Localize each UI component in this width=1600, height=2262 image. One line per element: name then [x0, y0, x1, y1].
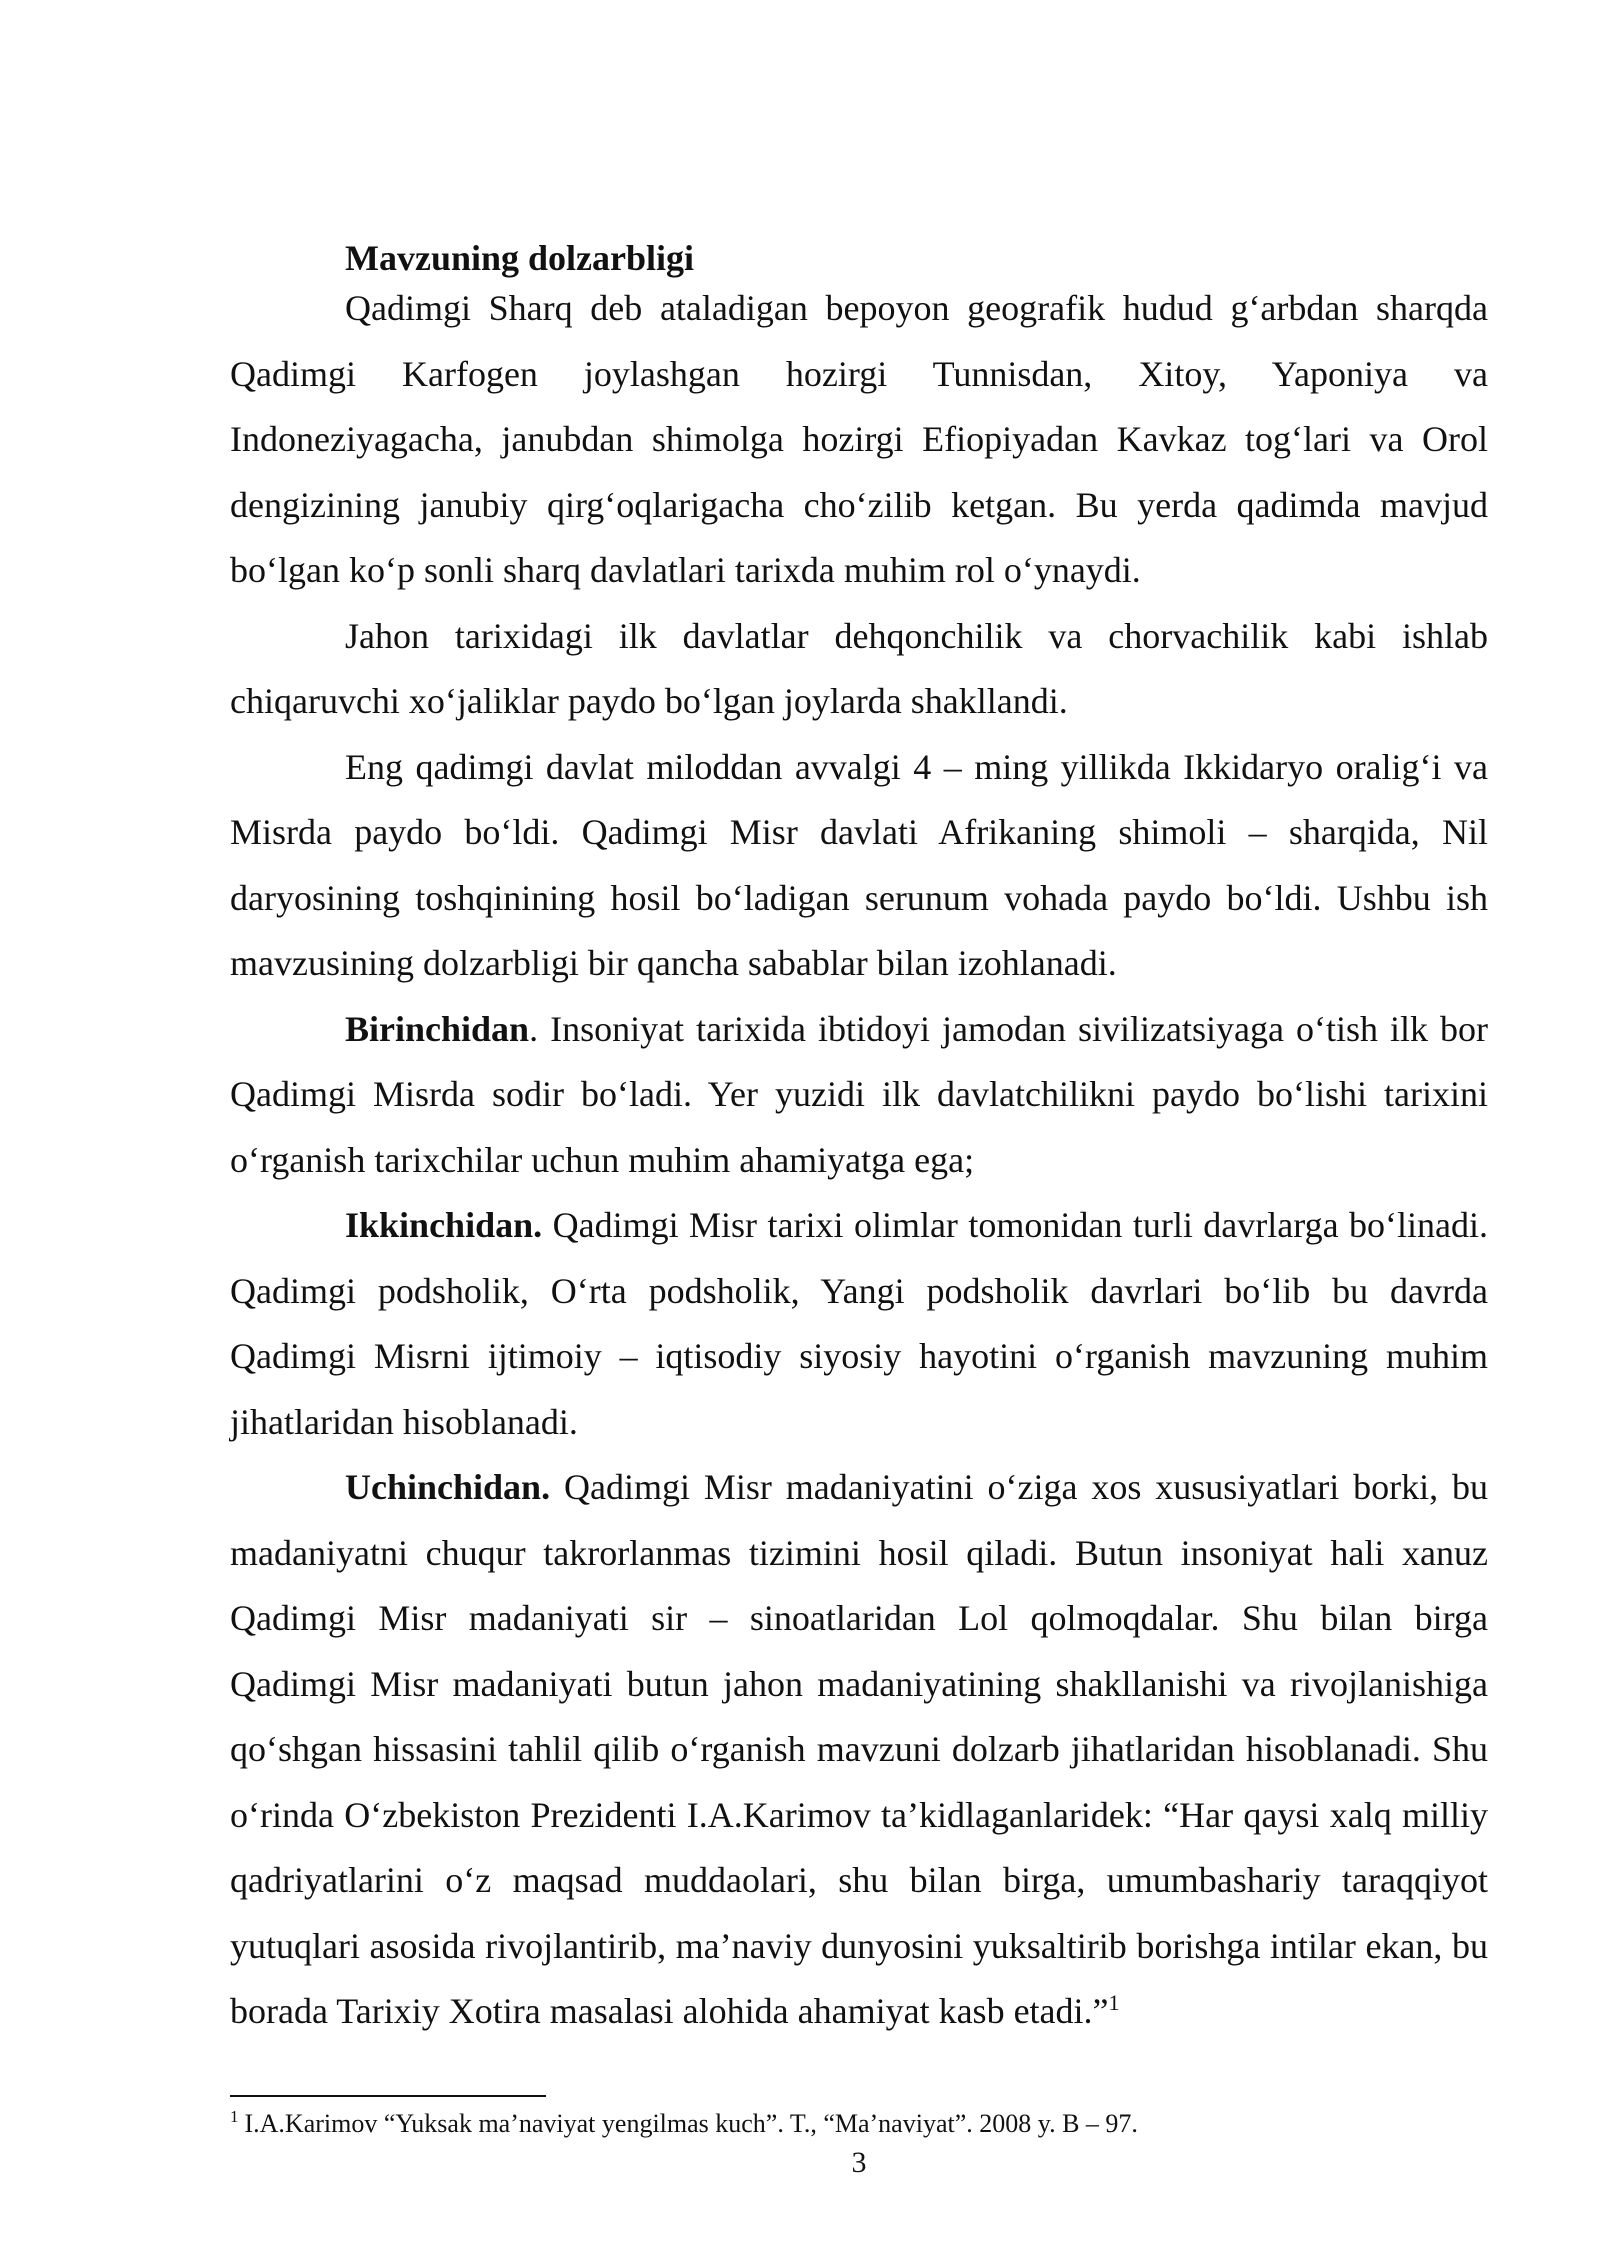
footnote	[230, 2108, 1488, 2140]
footnote-separator	[230, 2095, 546, 2097]
paragraph-2	[230, 604, 1488, 735]
paragraph-text: Eng qadimgi davlat miloddan avvalgi 4 – ming yillikda Ikkidaryo oralig‘i va Misrda paydo bo‘ldi. Qadimgi Misr davlati Afrikaning shimoli – sharqida, Nil daryosining toshqinining hosil bo‘ladigan serunum vohada paydo bo‘ldi. Ushbu ish mavzusining dolzarbligi bir qancha sabablar bilan izohlanadi.	[230, 746, 1488, 983]
footnote-reference[interactable]: 1	[1108, 1990, 1120, 2015]
paragraph-text: Qadimgi Sharq deb ataladigan bepoyon geografik hudud g‘arbdan sharqda Qadimgi Karfogen joylashgan hozirgi Tunnisdan, Xitoy, Yaponiya va Indoneziyagacha, janubdan shimolga hozirgi Efiopiyadan Kavkaz tog‘lari va Orol dengizining janubiy qirg‘oqlarigacha cho‘zilib ketgan. Bu yerda qadimda mavjud bo‘lgan ko‘p sonli sharq davlatlari tarixda muhim rol o‘ynaydi.	[230, 288, 1488, 590]
paragraph-5	[230, 1193, 1488, 1455]
paragraph-lead-ikkinchidan: Ikkinchidan.	[345, 1205, 543, 1245]
paragraph-text: . Insoniyat tarixida ibtidoyi jamodan sivilizatsiyaga o‘tish ilk bor Qadimgi Misrda sodir bo‘ladi. Yer yuzidi ilk davlatchilikni paydo bo‘lishi tarixini o‘rganish tarixchilar uchun muhim ahamiyatga ega;	[230, 1008, 1488, 1180]
paragraph-lead-birinchidan: Birinchidan	[345, 1008, 530, 1049]
paragraph-lead-uchinchidan: Uchinchidan.	[345, 1467, 551, 1507]
paragraph-3	[230, 735, 1488, 997]
footnote-text: I.A.Karimov “Yuksak ma’naviyat yengilmas kuch”. T., “Ma’naviyat”. 2008 y. B – 97.	[244, 2109, 1138, 2138]
paragraph-text: Qadimgi Misr tarixi olimlar tomonidan turli davrlarga bo‘linadi. Qadimgi podsholik, O‘rta podsholik, Yangi podsholik davrlari bo‘lib bu davrda Qadimgi Misrni ijtimoiy – iqtisodiy siyosiy hayotini o‘rganish mavzuning muhim jihatlaridan hisoblanadi.	[230, 1205, 1488, 1442]
paragraph-1	[230, 276, 1488, 604]
paragraph-text: Jahon tarixidagi ilk davlatlar dehqonchilik va chorvachilik kabi ishlab chiqaruvchi xo‘jaliklar paydo bo‘lgan joylarda shakllandi.	[230, 615, 1488, 721]
paragraph-4	[230, 997, 1488, 1194]
page-number: 3	[851, 2146, 867, 2179]
footnote-mark: 1	[230, 2107, 239, 2127]
page-body	[230, 232, 1488, 2045]
section-heading: Mavzuning dolzarbligi	[345, 238, 695, 278]
paragraph-6	[230, 1455, 1488, 2045]
paragraph-text: Qadimgi Misr madaniyatini o‘ziga xos xususiyatlari borki, bu madaniyatni chuqur takrorlanmas tizimini hosil qiladi. Butun insoniyat hali xanuz Qadimgi Misr madaniyati sir – sinoatlaridan Lol qolmoqdalar. Shu bilan birga Qadimgi Misr madaniyati butun jahon madaniyatining shakllanishi va rivojlanishiga qo‘shgan hissasini tahlil qilib o‘rganish mavzuni dolzarb jihatlaridan hisoblanadi. Shu o‘rinda O‘zbekiston Prezidenti I.A.Karimov ta’kidlaganlaridek: “Har qaysi xalq milliy qadriyatlarini o‘z maqsad muddaolari, shu bilan birga, umumbashariy taraqqiyot yutuqlari asosida rivojlantirib, ma’naviy dunyosini yuksaltirib borishga intilar ekan, bu borada Tarixiy Xotira masalasi alohida ahamiyat kasb etadi.”	[230, 1467, 1488, 2031]
